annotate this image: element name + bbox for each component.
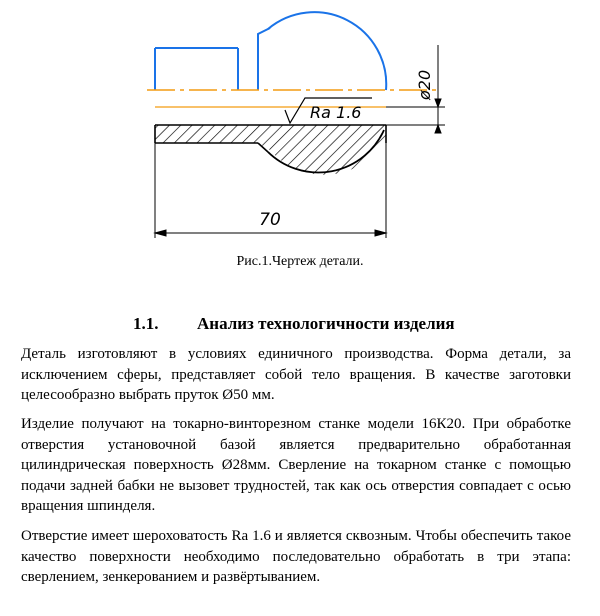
section-number: 1.1.	[133, 314, 159, 333]
part-outline-upper	[155, 12, 386, 90]
length-label: 70	[259, 210, 281, 230]
figure-caption: Рис.1.Чертеж детали.	[236, 254, 364, 269]
diameter-label: ø20	[415, 69, 434, 100]
roughness-label: Ra 1.6	[310, 103, 362, 122]
paragraph: Деталь изготовляют в условиях единичного производства. Форма детали, за исключением сферы, представляет собой тело вращения. В качестве заготовки целесообразно выбрать пруток Ø50 мм.	[21, 346, 571, 403]
paragraph: Изделие получают на токарно-винторезном станке модели 16К20. При обработке отверстия установочной базой является предварительно обработанная цилиндрическая поверхность Ø28мм. Сверление на токарном станке с помощью подачи задней бабки не вызовет трудностей, так как ось отверстия совпадает с осью вращения шпинделя.	[21, 416, 571, 514]
part-drawing	[0, 0, 600, 250]
section-title: Анализ технологичности изделия	[197, 314, 455, 333]
paragraph: Отверстие имеет шероховатость Ra 1.6 и является сквозным. Чтобы обеспечить такое качество поверхности необходимо последовательно обработать в три этапа: сверлением, зенкерованием и развёртыванием.	[21, 528, 571, 585]
part-section-lower	[155, 125, 386, 175]
